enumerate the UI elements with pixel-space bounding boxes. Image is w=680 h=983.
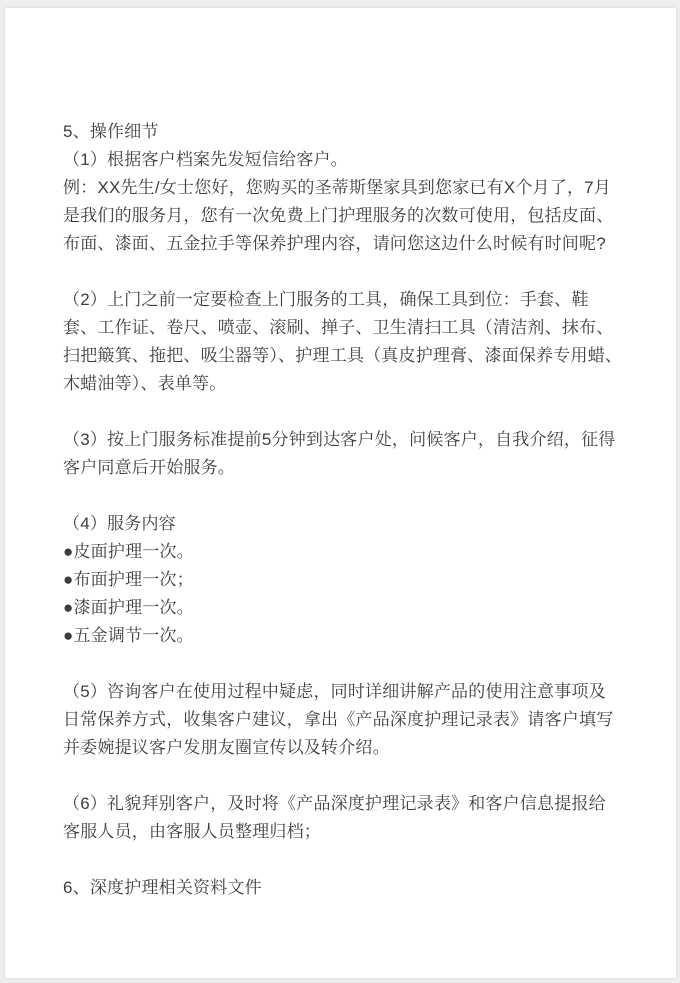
section-5-heading: 5、操作细节	[63, 122, 159, 141]
bullet-item-fabric: ●布面护理一次；	[63, 570, 194, 589]
step-5-block	[63, 678, 623, 762]
step-6-block	[63, 790, 623, 846]
document-page	[5, 8, 676, 978]
step-1-text: （1）根据客户档案先发短信给客户。	[63, 150, 348, 169]
step-3-text: （3）按上门服务标准提前5分钟到达客户处，问候客户，自我介绍，征得客户同意后开始服务。	[63, 430, 616, 477]
step-3-block	[63, 426, 623, 482]
bullet-item-hardware: ●五金调节一次。	[63, 626, 194, 645]
section-6-block	[63, 874, 623, 902]
step-5-text: （5）咨询客户在使用过程中疑虑，同时详细讲解产品的使用注意事项及日常保养方式，收集客户建议，拿出《产品深度护理记录表》请客户填写并委婉提议客户发朋友圈宣传以及转介绍。	[63, 682, 614, 757]
step-1-sms-example: 例：XX先生/女士您好，您购买的圣蒂斯堡家具到您家已有X个月了，7月是我们的服务月，您有一次免费上门护理服务的次数可使用，包括皮面、布面、漆面、五金拉手等保养护理内容，请问您这边什么时候有时间呢?	[63, 178, 614, 253]
step-6-text: （6）礼貌拜别客户，及时将《产品深度护理记录表》和客户信息提报给客服人员，由客服人员整理归档；	[63, 794, 606, 841]
step-2-text: （2）上门之前一定要检查上门服务的工具，确保工具到位：手套、鞋套、工作证、卷尺、喷壶、滚刷、掸子、卫生清扫工具（清洁剂、抹布、扫把簸箕、拖把、吸尘器等）、护理工具（真皮护理膏、漆面保养专用蜡、木蜡油等）、表单等。	[63, 290, 623, 393]
document-content	[5, 8, 676, 902]
step-4-block	[63, 510, 623, 650]
bullet-item-leather: ●皮面护理一次。	[63, 542, 194, 561]
section-6-heading: 6、深度护理相关资料文件	[63, 878, 262, 897]
step-2-block	[63, 286, 623, 398]
bullet-item-paint: ●漆面护理一次。	[63, 598, 194, 617]
section-5-block	[63, 118, 623, 258]
step-4-heading: （4）服务内容	[63, 514, 176, 533]
